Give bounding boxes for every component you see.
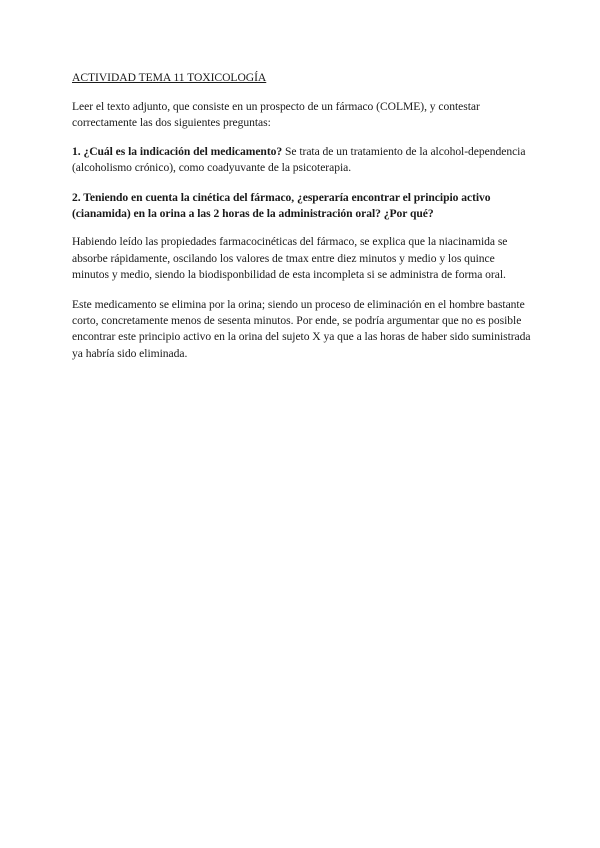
document-title: ACTIVIDAD TEMA 11 TOXICOLOGÍA [72, 71, 267, 84]
document-page [72, 70, 532, 374]
question-1-text: 1. ¿Cuál es la indicación del medicamento? [72, 144, 283, 158]
question-2-answer-paragraph-1: Habiendo leído las propiedades farmacocinéticas del fármaco, se explica que la niacinamida se absorbe rápidamente, oscilando los valores de tmax entre diez minutos y medio y los quince minutos y medio, siendo la biodisponbilidad de esta incompleta si se administra de forma oral. [72, 235, 508, 281]
question-2-text: 2. Teniendo en cuenta la cinética del fármaco, ¿esperaría encontrar el principio activo (cianamida) en la orina a las 2 horas de la administración oral? ¿Por qué? [72, 191, 491, 221]
question-1-answer: Se trata de un tratamiento de la alcohol-dependencia (alcoholismo crónico), como coadyuvante de la psicoterapia. [72, 144, 526, 174]
question-2-answer-paragraph-2: Este medicamento se elimina por la orina; siendo un proceso de eliminación en el hombre bastante corto, concretamente menos de sesenta minutos. Por ende, se podría argumentar que no es posible encontrar este principio activo en la orina del sujeto X ya que a las horas de haber sido suministrada ya habría sido eliminada. [72, 298, 531, 360]
intro-paragraph: Leer el texto adjunto, que consiste en un prospecto de un fármaco (COLME), y contestar correctamente las dos siguientes preguntas: [72, 100, 480, 130]
question-1-paragraph [72, 144, 532, 176]
